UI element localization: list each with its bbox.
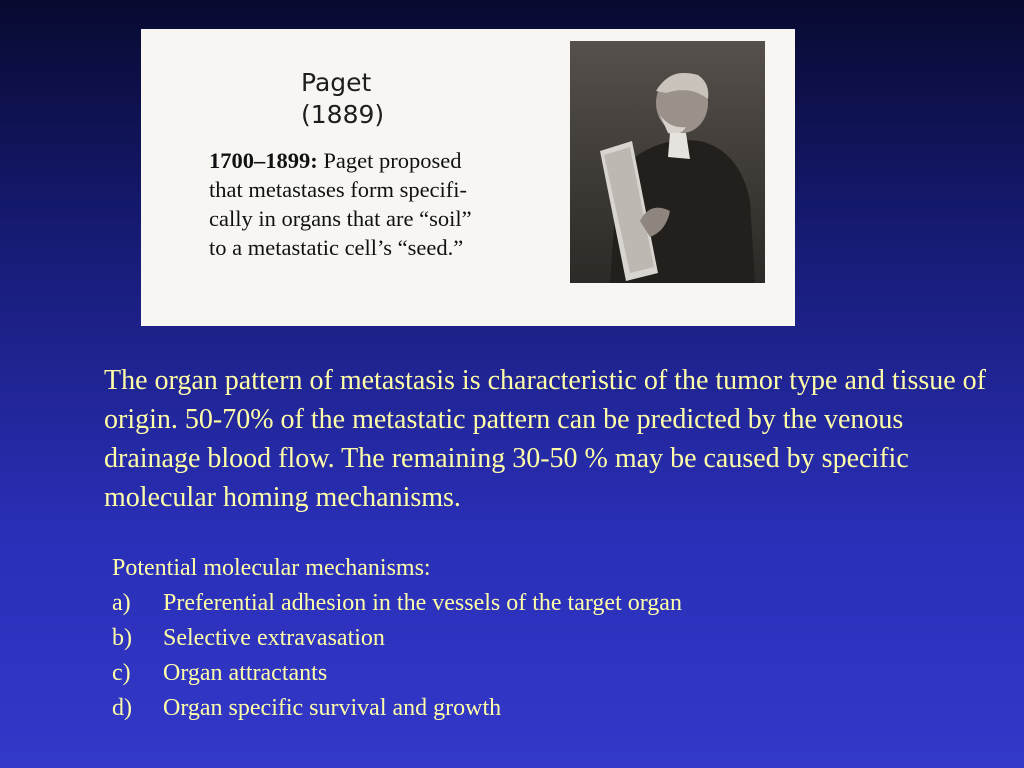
- paget-figure: [141, 29, 795, 326]
- figure-caption: [209, 146, 579, 262]
- caption-line-2: that metastases form specifi-: [209, 177, 468, 202]
- caption-line-1: Paget proposed: [317, 148, 462, 173]
- list-item: [112, 621, 912, 656]
- figure-title-year: (1889): [301, 100, 385, 129]
- list-item: [112, 656, 912, 691]
- list-item-letter: a): [112, 590, 131, 616]
- list-item-text: Organ specific survival and growth: [163, 695, 502, 721]
- list-item-letter: c): [112, 660, 131, 686]
- paget-portrait-photo: [570, 41, 765, 283]
- portrait-illustration: [570, 41, 765, 283]
- caption-line-4: to a metastatic cell’s “seed.”: [209, 235, 464, 260]
- list-item: [112, 691, 912, 726]
- caption-date-range: 1700–1899:: [209, 148, 318, 173]
- list-item-text: Organ attractants: [163, 660, 328, 686]
- mechanisms-list: [112, 586, 912, 726]
- mechanisms-section: [112, 551, 912, 726]
- mechanisms-heading: Potential molecular mechanisms:: [112, 555, 431, 581]
- list-item-text: Selective extravasation: [163, 625, 385, 651]
- list-item-text: Preferential adhesion in the vessels of the target organ: [163, 590, 682, 616]
- figure-title: [301, 67, 384, 131]
- list-item: [112, 586, 912, 621]
- figure-title-name: Paget: [301, 68, 372, 97]
- metastasis-paragraph: The organ pattern of metastasis is characteristic of the tumor type and tissue of origin. 50-70% of the metastatic pattern can be predicted by the venous drainage blood flow. The remaining 30-50 % may be caused by specific molecular homing mechanisms.: [104, 365, 986, 513]
- list-item-letter: d): [112, 695, 132, 721]
- list-item-letter: b): [112, 625, 132, 651]
- caption-line-3: cally in organs that are “soil”: [209, 206, 472, 231]
